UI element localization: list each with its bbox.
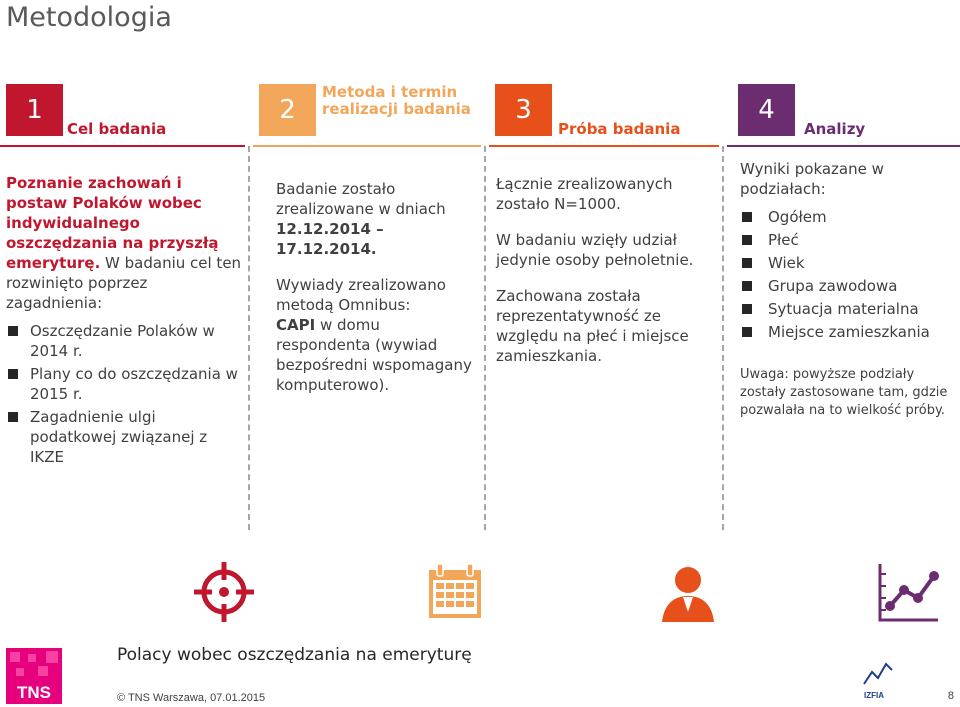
person-icon [656,560,720,624]
column-heading-2: Metoda i termin realizacji badania [322,83,471,118]
sample-age: W badaniu wzięły udział jedynie osoby pełnoletnie. [496,231,694,269]
list-item: Ogółem [740,207,955,227]
column-heading-1: Cel badania [67,120,167,138]
goal-statement: Poznanie zachowań i postaw Polaków wobec indywidualnego oszczędzania na przyszłą emeryturę. [6,174,219,272]
list-item: Sytuacja materialna [740,299,955,319]
step-number-4: 4 [738,84,795,136]
column-rule-1 [0,145,245,147]
period-text: Badanie zostało zrealizowane w dniach [276,180,446,218]
method-desc: w domu respondenta (wywiad bezpośredni wspomagany komputerowo). [276,316,472,394]
analysis-intro: Wyniki pokazane w podziałach: [740,160,884,198]
target-icon [192,560,256,624]
list-item: Płeć [740,230,955,250]
list-item: Plany co do oszczędzania w 2015 r. [6,364,244,404]
list-item: Grupa zawodowa [740,276,955,296]
step-number-1: 1 [6,84,63,136]
analysis-note: Uwaga: powyższe podziały zostały zastosowane tam, gdzie pozwalała na to wielkość próby. [740,367,948,418]
list-item: Wiek [740,253,955,273]
step-number-3: 3 [495,84,552,136]
sample-representativeness: Zachowana została reprezentatywność ze względu na płeć i miejsce zamieszkania. [496,287,689,365]
izfia-logo-text: IZFIA [864,691,884,700]
step-number-2: 2 [259,84,316,136]
list-item: Zagadnienie ulgi podatkowej związanej z IKZE [6,407,244,467]
list-item: Miejsce zamieszkania [740,322,955,342]
column-rule-4 [727,145,960,147]
column-rule-2 [253,145,481,147]
column-rule-3 [489,145,719,147]
footer-copyright: © TNS Warszawa, 07.01.2015 [117,692,266,704]
period-dates: 12.12.2014 – 17.12.2014. [276,220,384,258]
tns-logo-text: TNS [17,683,51,702]
sample-size: Łącznie zrealizowanych zostało N=1000. [496,175,673,213]
column-body-1 [6,173,244,470]
column-divider [722,146,724,530]
tns-logo [6,648,62,704]
column-body-4 [740,159,955,436]
goal-intro: W badaniu cel ten rozwinięto poprzez zagadnienia: [6,254,242,312]
page-title: Metodologia [6,2,172,33]
method-capi: CAPI [276,316,316,334]
column-heading-3: Próba badania [558,120,681,138]
column-divider [484,146,486,530]
calendar-icon [423,560,487,624]
column-body-3 [496,174,711,382]
method-text: Wywiady zrealizowano metodą Omnibus: [276,276,446,314]
list-item: Oszczędzanie Polaków w 2014 r. [6,321,244,361]
column-heading-4: Analizy [804,120,866,138]
line-chart-icon [876,560,940,624]
page-number: 8 [947,690,954,702]
column-divider [248,146,250,530]
column-body-2 [276,179,476,411]
footer-title: Polacy wobec oszczędzania na emeryturę [117,645,472,665]
izfia-logo [858,660,928,702]
